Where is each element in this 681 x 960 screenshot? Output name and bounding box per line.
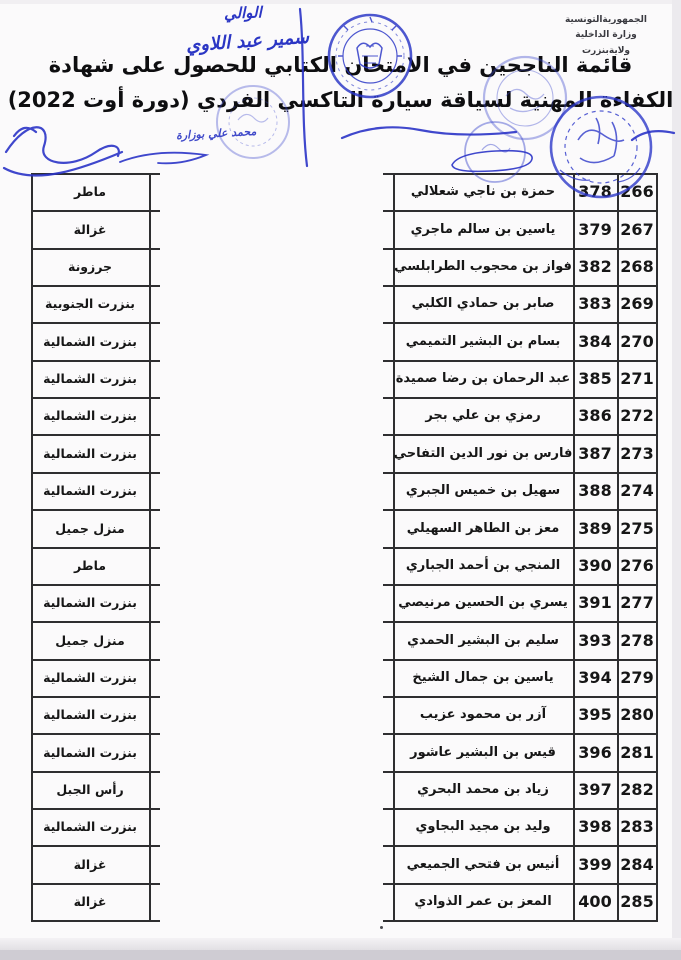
signature-right-icon: [632, 131, 674, 140]
cell-candidate-name: المنجي بن أحمد الجباري: [405, 558, 561, 573]
cell-delegation: ماطر: [74, 558, 106, 573]
cell-rank: 270: [620, 331, 654, 351]
cell-rank: 279: [620, 668, 654, 687]
cell-candidate-name: صابر بن حمادي الكلبي: [411, 296, 555, 311]
cell-exam-number: 394: [578, 668, 612, 687]
cell-delegation: منزل جميل: [55, 632, 125, 648]
cell-rank: 284: [620, 854, 654, 874]
handwritten-side-note-name: محمد علي بوزارة: [175, 124, 257, 143]
cell-rank: 267: [620, 219, 654, 239]
cell-delegation: بنزرت الشمالية: [43, 707, 137, 722]
cell-rank: 266: [620, 182, 654, 201]
cell-candidate-name: عبد الرحمان بن رضا صميدة: [395, 371, 571, 386]
scan-edge-bottom-shadow: [0, 938, 681, 950]
cell-exam-number: 388: [578, 481, 612, 500]
cell-delegation: غزالة: [73, 856, 107, 872]
cell-delegation: بنزرت الجنوبية: [45, 296, 135, 311]
cell-candidate-name: زياد بن محمد البحري: [417, 782, 549, 797]
cell-delegation: بنزرت الشمالية: [43, 670, 137, 685]
cell-rank: 269: [620, 294, 654, 313]
document-title: [0, 55, 681, 111]
scan-edge-bottom-band: [0, 950, 681, 960]
cell-delegation: بنزرت الشمالية: [43, 371, 137, 386]
cell-exam-number: 397: [578, 780, 612, 799]
cell-candidate-name: وليد بن مجيد البجاوي: [415, 819, 551, 834]
cell-exam-number: 384: [578, 331, 612, 351]
cell-candidate-name: أنيس بن فتحي الجميعي: [406, 856, 560, 872]
cell-exam-number: 395: [578, 705, 612, 724]
scan-speck: [380, 926, 383, 929]
cell-rank: 285: [620, 892, 654, 911]
cell-delegation: بنزرت الشمالية: [43, 408, 137, 423]
signature-left-icon: [4, 127, 122, 175]
cell-candidate-name: يسري بن الحسين مرنيصي: [398, 595, 568, 610]
cell-exam-number: 393: [578, 630, 612, 650]
cell-candidate-name: رمزي بن علي بجر: [425, 408, 541, 423]
agency-line-republic: الجمهوريةالتونسية: [564, 15, 648, 25]
cell-delegation: رأس الجبل: [56, 782, 124, 797]
cell-exam-number: 386: [578, 406, 612, 425]
agency-line-governorate: ولايةبنزرت: [581, 45, 630, 56]
handwritten-governor-title: الوالي: [223, 3, 263, 23]
scan-edge-top: [0, 0, 681, 4]
agency-line-ministry: وزارة الداخلية: [575, 30, 637, 41]
cell-rank: 274: [620, 481, 654, 500]
cell-exam-number: 382: [578, 257, 612, 276]
cell-candidate-name: فواز بن محجوب الطرابلسي: [394, 259, 572, 274]
cell-exam-number: 399: [578, 854, 612, 874]
cell-rank: 276: [620, 556, 654, 575]
cell-exam-number: 383: [578, 294, 612, 313]
scan-edge-right: [672, 0, 681, 960]
cell-delegation: غزالة: [73, 894, 107, 909]
table-grid-line: [31, 920, 160, 922]
cell-rank: 281: [620, 742, 654, 762]
cell-delegation: بنزرت الشمالية: [43, 595, 137, 610]
signature-center-icon: [342, 127, 516, 138]
agency-header: [551, 13, 661, 59]
cell-candidate-name: ياسين بن سالم ماجري: [410, 221, 556, 237]
cell-rank: 277: [620, 593, 654, 612]
cell-delegation: ماطر: [74, 184, 106, 199]
cell-delegation: بنزرت الشمالية: [43, 483, 137, 498]
cell-rank: 280: [620, 705, 654, 724]
cell-exam-number: 385: [578, 369, 612, 388]
cell-candidate-name: سهيل بن خميس الجبري: [405, 483, 561, 498]
cell-rank: 275: [620, 518, 654, 538]
cell-candidate-name: المعز بن عمر الذوادي: [414, 894, 552, 909]
cell-candidate-name: فارس بن نور الدين التفاحي: [393, 445, 573, 461]
cell-exam-number: 378: [578, 182, 612, 201]
cell-rank: 283: [620, 817, 654, 836]
cell-exam-number: 387: [578, 443, 612, 463]
cell-delegation: بنزرت الشمالية: [43, 819, 137, 834]
cell-candidate-name: حمزة بن ناجي شعلالي: [410, 184, 556, 199]
cell-rank: 271: [620, 369, 654, 388]
cell-delegation: بنزرت الشمالية: [43, 445, 137, 461]
table-grid-line: [149, 173, 151, 922]
cell-candidate-name: معز بن الطاهر السهيلي: [406, 520, 560, 536]
cell-candidate-name: ياسين بن جمال الشيخ: [412, 670, 554, 685]
signature-underline-icon: [120, 153, 206, 164]
cell-delegation: منزل جميل: [55, 520, 125, 536]
cell-delegation: بنزرت الشمالية: [43, 744, 137, 760]
title-line-2: الكفاءة المهنية لسياقة سيارة التاكسي الفردي (دورة أوت 2022): [7, 88, 674, 112]
cell-exam-number: 400: [578, 892, 612, 911]
cell-rank: 273: [620, 443, 654, 463]
cell-exam-number: 398: [578, 817, 612, 836]
cell-rank: 282: [620, 780, 654, 799]
cell-delegation: بنزرت الشمالية: [43, 333, 137, 349]
cell-delegation: جرزونة: [67, 259, 113, 274]
title-line-1: قائمة الناجحين في الامتحان الكتابي للحصول على شهادة: [48, 53, 633, 77]
cell-exam-number: 390: [578, 556, 612, 575]
cell-exam-number: 391: [578, 593, 612, 612]
handwritten-governor-signature-name: سمير عبد اللاوي: [185, 26, 310, 57]
cell-rank: 268: [620, 257, 654, 276]
cell-candidate-name: آزر بن محمود عزيب: [419, 707, 547, 722]
cell-rank: 272: [620, 406, 654, 425]
cell-delegation: غزالة: [73, 221, 107, 237]
cell-candidate-name: بسام بن البشير التميمي: [405, 333, 561, 349]
cell-candidate-name: قيس بن البشير عاشور: [410, 744, 556, 760]
cell-exam-number: 389: [578, 518, 612, 538]
cell-candidate-name: سليم بن البشير الحمدي: [407, 632, 559, 648]
cell-exam-number: 379: [578, 219, 612, 239]
signature-center-ellipse-icon: [452, 151, 532, 172]
cell-rank: 278: [620, 630, 654, 650]
cell-exam-number: 396: [578, 742, 612, 762]
